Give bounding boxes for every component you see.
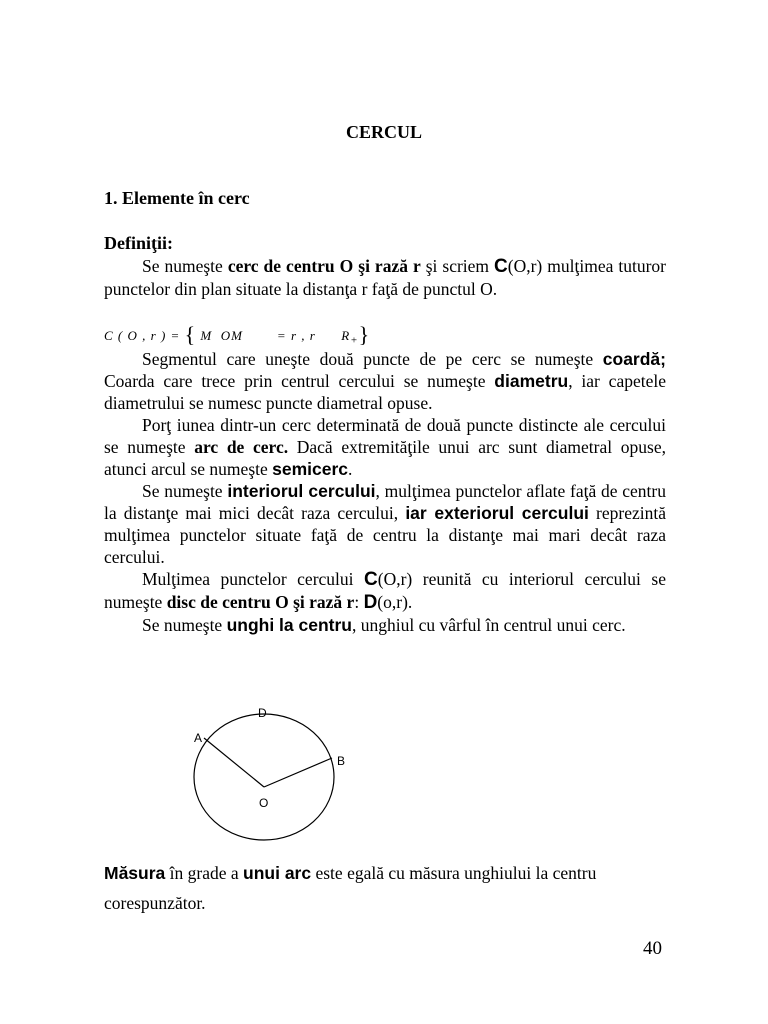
- point-label-a: A: [194, 731, 203, 745]
- page-title: CERCUL: [345, 122, 422, 142]
- section-title: 1. Elemente în cerc: [104, 188, 250, 208]
- point-label-d: D: [258, 706, 267, 720]
- definitions-label: Definiţii:: [104, 233, 173, 253]
- paragraph-circle-definition: Se numeşte cerc de centru O şi rază r şi scriem C(O,r) mulţimea tuturor punctelor din plan situate la distanţa r faţă de punctul O.: [104, 256, 666, 299]
- paragraph-arc: Porţ iunea dintr-un cerc determinată de două puncte distincte ale cercului se numeşte arc de cerc. Dacă extremităţile unui arc sunt diametral opuse, atunci arcul se numeşte semicerc.: [104, 415, 666, 479]
- paragraph-arc-measure: Măsura în grade a unui arc este egală cu măsura unghiului la centru corespunzător.: [104, 863, 597, 913]
- paragraph-interior: Se numeşte interiorul cercului, mulţimea punctelor aflate faţă de centru la distanţe mai mici decât raza cercului, iar exteriorul cercului reprezintă mulţimea punctelor situate faţă de centru la distanţe mai mari decât raza cercului.: [104, 481, 667, 567]
- radius-ob: [264, 758, 332, 787]
- paragraph-disc: Mulţimea punctelor cercului C(O,r) reunită cu interiorul cercului se numeşte disc de centru O şi rază r: D(o,r).: [104, 569, 666, 613]
- point-label-o: O: [259, 796, 269, 810]
- circle-outline: [194, 714, 334, 840]
- circle-formula: C ( O , r ) = { M OM = r , r $R_+$}: [104, 322, 371, 347]
- point-label-b: B: [337, 754, 346, 768]
- circle-diagram: [180, 695, 360, 855]
- paragraphs-definitions: [104, 348, 666, 636]
- radius-oa: [204, 738, 264, 787]
- page-number: 40: [643, 938, 662, 959]
- paragraph-central-angle: Se numeşte unghi la centru, unghiul cu vârful în centrul unui cerc.: [142, 615, 626, 635]
- paragraph-chord: Segmentul care uneşte două puncte de pe cerc se numeşte coardă; Coarda care trece prin centrul cercului se numeşte diametru, iar capetele diametrului se numesc puncte diametral opuse.: [104, 349, 666, 413]
